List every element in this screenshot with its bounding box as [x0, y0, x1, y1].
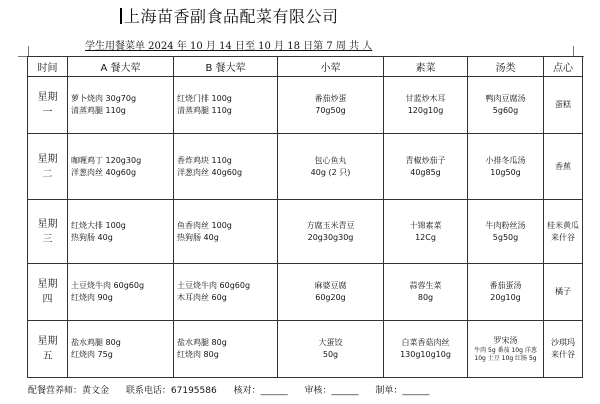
dish-line: 70g50g: [315, 106, 346, 115]
dish-line: 木耳肉丝 60g: [177, 293, 227, 302]
dish-line: 橘子: [555, 287, 571, 296]
dish-line: 包心鱼丸: [314, 155, 347, 165]
day-label: 星期: [37, 92, 58, 103]
dish-line: 120g10g: [407, 106, 444, 115]
b-meal-cell: [174, 134, 278, 200]
table-row: [28, 321, 583, 378]
day-number: 三: [42, 233, 53, 245]
small-meat-cell: [278, 200, 384, 264]
day-label: 星期: [37, 279, 58, 290]
dish-line: 甘蓝炒木耳: [405, 94, 446, 103]
footer-check: 核对：______: [233, 386, 288, 396]
dish-line: 40g85g: [410, 167, 441, 177]
day-cell: [28, 134, 68, 200]
header-b-meal: B 餐大荤: [174, 57, 278, 77]
table-row: [28, 134, 583, 200]
dish-line: 60g20g: [315, 293, 346, 302]
vegetable-cell: [384, 264, 468, 321]
dish-line: 蛋糕: [555, 100, 571, 109]
dish-line: 10g50g: [490, 167, 521, 177]
b-meal-cell: [174, 77, 278, 134]
dish-line: 清蒸鸡腿 110g: [71, 106, 126, 115]
snack-cell: [544, 264, 583, 321]
footer-maker: 制单：______: [375, 386, 430, 396]
dish-line: 十锦素菜: [409, 220, 442, 230]
dish-line: 土豆烧牛肉 60g60g: [71, 281, 145, 290]
day-cell: [28, 200, 68, 264]
day-label: 星期: [37, 153, 58, 165]
dish-line: 来什谷: [551, 232, 575, 242]
header-time: 时间: [28, 57, 68, 77]
dish-line: 130g10g10g: [400, 350, 451, 359]
dish-line: 5g50g: [492, 232, 519, 242]
dish-line: 麻婆豆腐: [314, 281, 347, 290]
vegetable-cell: [384, 200, 468, 264]
dish-line: 80g: [417, 293, 434, 302]
soup-ingredients: 牛肉 5g 番茄 10g 洋葱 10g 土豆 10g 红肠 5g: [474, 347, 537, 362]
table-row: [28, 264, 583, 321]
soup-cell: [468, 264, 544, 321]
table-header-row: [28, 57, 583, 77]
day-cell: [28, 264, 68, 321]
dish-line: 洋葱肉丝 40g60g: [71, 167, 137, 177]
dish-line: 番茄蛋汤: [489, 281, 522, 290]
dish-line: 罗宋汤: [493, 336, 518, 346]
soup-cell: [468, 77, 544, 134]
small-meat-cell: [278, 321, 384, 378]
dish-line: 50g: [322, 350, 339, 359]
day-number: 四: [42, 294, 53, 305]
vegetable-cell: [384, 134, 468, 200]
dish-line: 香蕉: [555, 161, 571, 171]
dish-line: 红烧门排 100g: [177, 94, 232, 103]
dish-line: 萝卜烧肉 30g70g: [71, 94, 137, 103]
dish-line: 方腐玉米青豆: [306, 220, 355, 230]
day-cell: [28, 321, 68, 378]
dish-line: 青椒炒茄子: [405, 155, 446, 165]
day-number: 五: [42, 351, 53, 362]
dish-line: 红烧肉 80g: [177, 350, 219, 359]
dish-line: 牛肉粉丝汤: [485, 220, 526, 230]
dish-line: 咖喱鸡丁 120g30g: [71, 155, 142, 165]
header-snack: 点心: [544, 57, 583, 77]
company-title: [120, 4, 339, 27]
dish-line: 香炸鸡块 110g: [177, 155, 232, 165]
dish-line: 土豆烧牛肉 60g60g: [177, 281, 251, 290]
dish-line: 5g60g: [492, 106, 519, 115]
dish-line: 洋葱肉丝 40g60g: [177, 167, 243, 177]
a-meal-cell: [68, 264, 174, 321]
dish-line: 鱼香肉丝 100g: [177, 220, 232, 230]
small-meat-cell: [278, 77, 384, 134]
dish-line: 大蛋饺: [318, 338, 343, 347]
snack-cell: [544, 134, 583, 200]
table-row: [28, 200, 583, 264]
soup-cell: [468, 321, 544, 378]
dish-line: 鸭肉豆腐汤: [485, 94, 526, 103]
vegetable-cell: [384, 321, 468, 378]
header-soup: 汤类: [468, 57, 544, 77]
soup-cell: [468, 200, 544, 264]
dish-line: 小排冬瓜汤: [485, 155, 526, 165]
day-label: 星期: [37, 218, 58, 230]
a-meal-cell: [68, 134, 174, 200]
a-meal-cell: [68, 321, 174, 378]
subtitle-text: 学生用餐菜单 2024 年 10 月 14 日至 10 月 18 日第 7 周 共 人: [85, 41, 373, 52]
dish-line: 20g10g: [490, 293, 521, 302]
dish-line: 红烧大排 100g: [71, 220, 126, 230]
soup-cell: [468, 134, 544, 200]
dish-line: 桂米黄瓜: [547, 220, 579, 230]
dish-line: 40g (2 只): [310, 167, 351, 177]
header-small-meat: 小荤: [278, 57, 384, 77]
day-number: 一: [42, 107, 53, 118]
menu-subtitle: [85, 37, 372, 52]
company-title-text: 上海苗香副食品配菜有限公司: [124, 7, 339, 26]
dish-line: 热狗肠 40g: [177, 232, 219, 242]
b-meal-cell: [174, 264, 278, 321]
day-label: 星期: [37, 336, 58, 347]
day-number: 二: [42, 168, 53, 180]
b-meal-cell: [174, 321, 278, 378]
footer-supervisor: 配餐营养师：黄文金: [28, 386, 110, 396]
vegetable-cell: [384, 77, 468, 134]
dish-line: 盐水鸡腿 80g: [177, 338, 227, 347]
dish-line: 12Cg: [415, 232, 436, 242]
a-meal-cell: [68, 200, 174, 264]
dish-line: 白菜香菇肉丝: [401, 338, 450, 347]
snack-cell: [544, 321, 583, 378]
snack-cell: [544, 77, 583, 134]
snack-cell: [544, 200, 583, 264]
small-meat-cell: [278, 134, 384, 200]
a-meal-cell: [68, 77, 174, 134]
footer-review: 审核：______: [304, 386, 359, 396]
header-vegetable: 素菜: [384, 57, 468, 77]
dish-line: 清蒸鸡腿 110g: [177, 106, 232, 115]
small-meat-cell: [278, 264, 384, 321]
table-row: [28, 77, 583, 134]
dish-line: 番茄炒蛋: [314, 94, 347, 103]
menu-table: [27, 56, 583, 378]
dish-line: 热狗肠 40g: [71, 232, 113, 242]
dish-line: 红烧肉 90g: [71, 293, 113, 302]
dish-line: 20g30g30g: [307, 232, 354, 242]
footer-phone: 联系电话：67195586: [125, 386, 217, 396]
b-meal-cell: [174, 200, 278, 264]
dish-line: 蒜蓉生菜: [409, 281, 442, 290]
dish-line: 来什谷: [551, 350, 575, 359]
dish-line: 盐水鸡腿 80g: [71, 338, 121, 347]
footer: [28, 383, 443, 396]
day-cell: [28, 77, 68, 134]
header-a-meal: A 餐大荤: [68, 57, 174, 77]
dish-line: 红烧肉 75g: [71, 350, 113, 359]
dish-line: 沙琪玛: [551, 338, 575, 347]
